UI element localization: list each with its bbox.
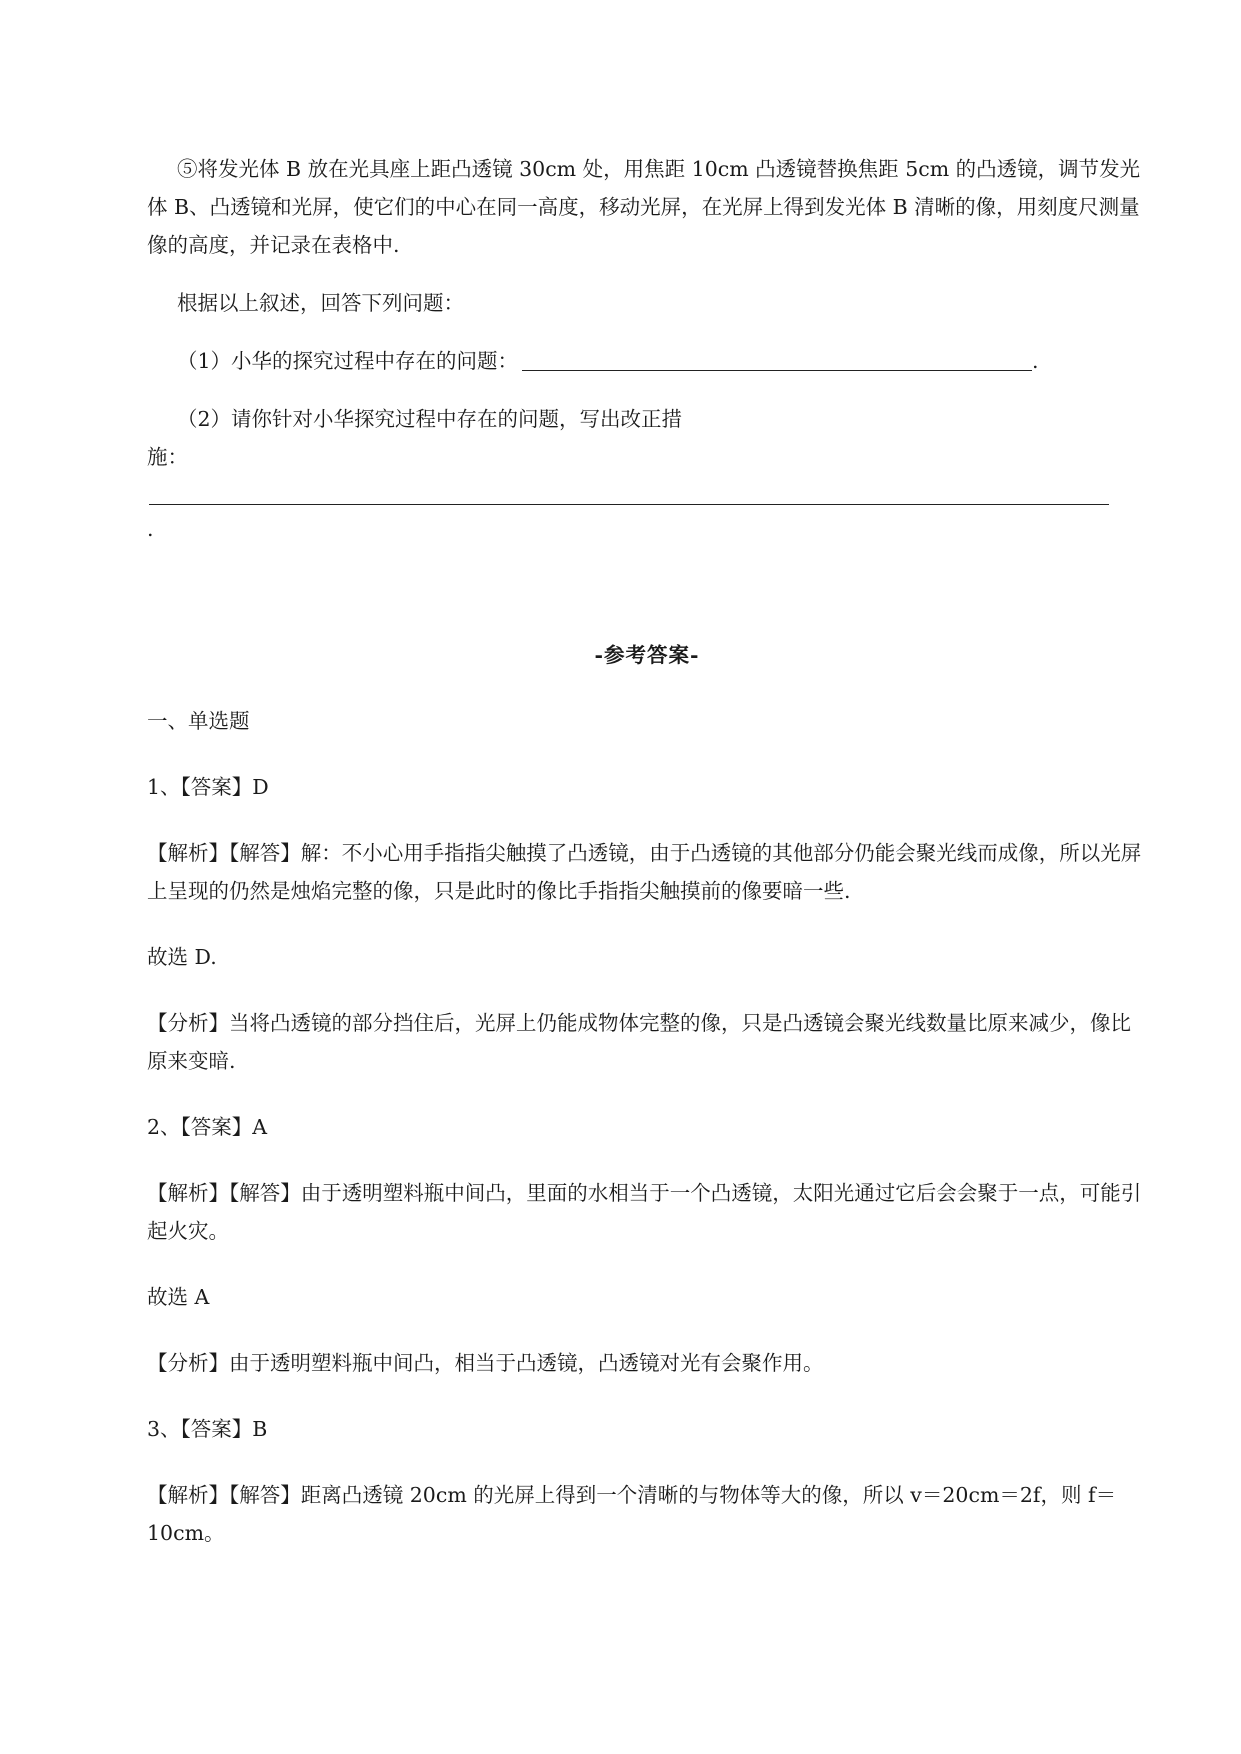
- answer-3-label: 3、【答案】B: [147, 1417, 268, 1441]
- answer-2-label: 2、【答案】A: [147, 1115, 268, 1139]
- answer-blank-2[interactable]: [149, 482, 1109, 505]
- document-page: [147, 150, 1147, 1552]
- question-2-line-2: [147, 438, 1147, 514]
- answer-2-choice: 故选 A: [147, 1285, 210, 1309]
- question-1-end: .: [1032, 349, 1039, 373]
- answer-2-explain: 【分析】由于透明塑料瓶中间凸，相当于凸透镜，凸透镜对光有会聚作用。: [147, 1351, 824, 1375]
- answer-3-analysis: 【解析】【解答】距离凸透镜 20cm 的光屏上得到一个清晰的与物体等大的像，所以 v＝20cm＝2f，则 f＝10cm。: [147, 1483, 1117, 1545]
- answer-1-choice: 故选 D.: [147, 945, 217, 969]
- question-1-text: （1）小华的探究过程中存在的问题：: [177, 349, 519, 373]
- question-1: [147, 342, 1147, 380]
- answer-1-label: 1、【答案】D: [147, 775, 269, 799]
- answers-heading: -参考答案-: [594, 643, 700, 667]
- step-5-text: ⑤将发光体 B 放在光具座上距凸透镜 30cm 处，用焦距 10cm 凸透镜替换焦距 5cm 的凸透镜，调节发光体 B、凸透镜和光屏，使它们的中心在同一高度，移动光屏，在光屏上得到发光体 B 清晰的像，用刻度尺测量像的高度，并记录在表格中.: [147, 157, 1141, 257]
- question-2-text: 施：: [147, 445, 188, 469]
- answer-1-explain: 【分析】当将凸透镜的部分挡住后，光屏上仍能成物体完整的像，只是凸透镜会聚光线数量比原来减少，像比原来变暗.: [147, 1011, 1131, 1073]
- question-2-line-1: （2）请你针对小华探究过程中存在的问题，写出改正措: [177, 407, 683, 431]
- question-2-end: .: [147, 517, 154, 541]
- answer-1-analysis: 【解析】【解答】解：不小心用手指指尖触摸了凸透镜，由于凸透镜的其他部分仍能会聚光线而成像，所以光屏上呈现的仍然是烛焰完整的像，只是此时的像比手指指尖触摸前的像要暗一些.: [147, 841, 1142, 903]
- section-title: 一、单选题: [147, 709, 250, 733]
- answer-2-analysis: 【解析】【解答】由于透明塑料瓶中间凸，里面的水相当于一个凸透镜，太阳光通过它后会会聚于一点，可能引起火灾。: [147, 1181, 1142, 1243]
- answer-blank-1[interactable]: [522, 348, 1032, 371]
- question-prompt: 根据以上叙述，回答下列问题：: [177, 291, 464, 315]
